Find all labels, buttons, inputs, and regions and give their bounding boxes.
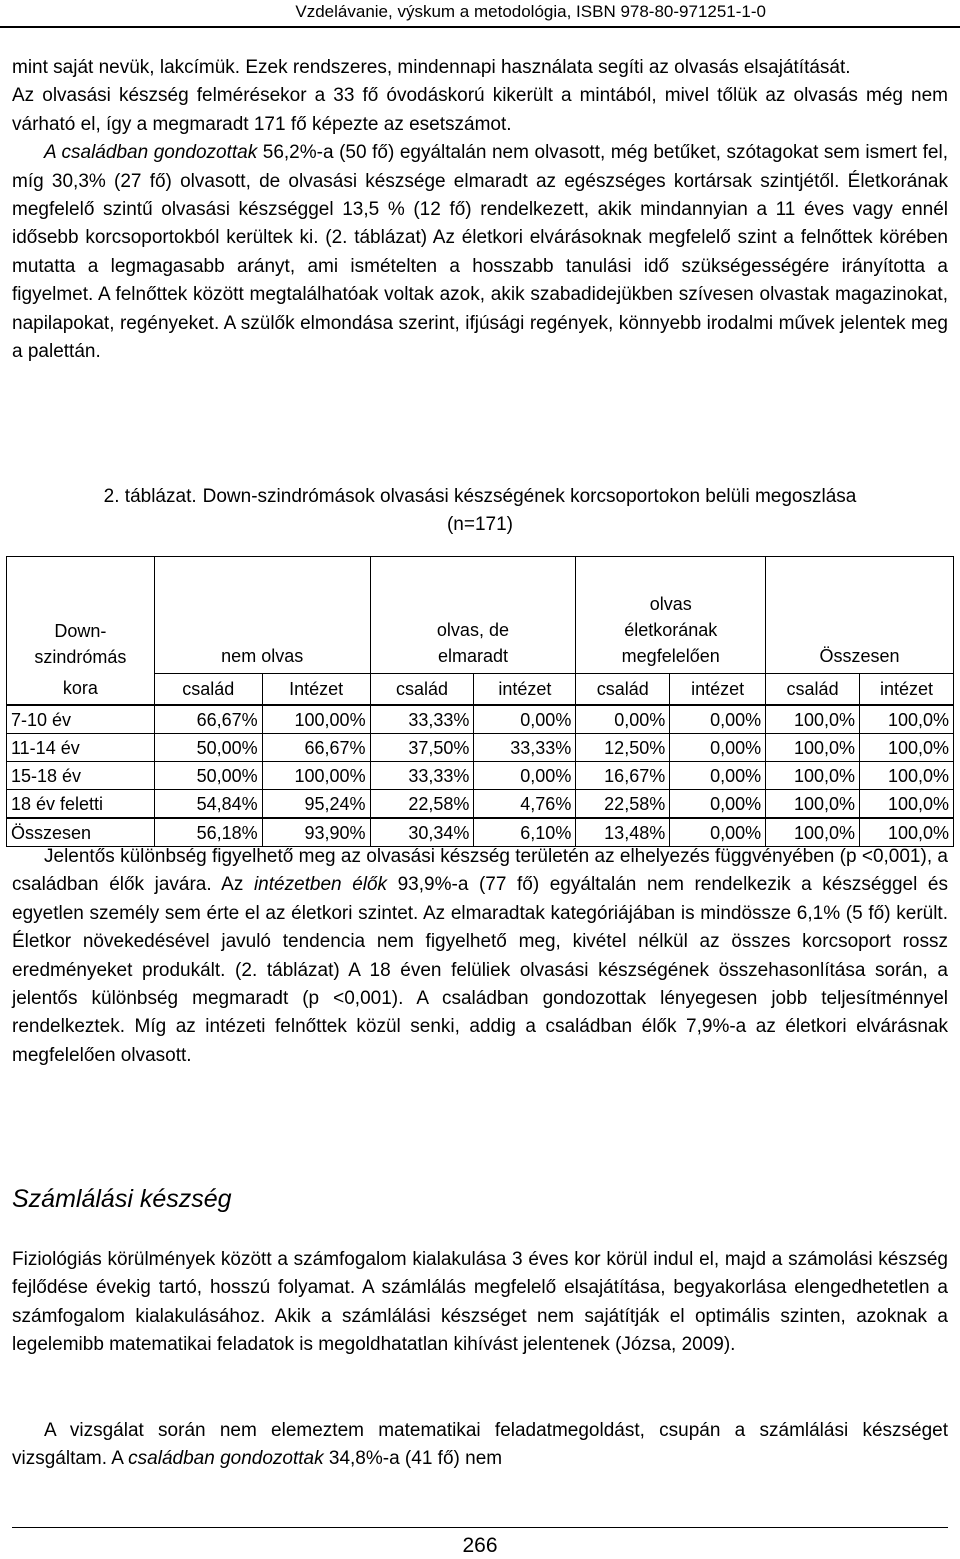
table-cell: 100,0%	[766, 734, 860, 762]
table-cell: 66,67%	[154, 705, 262, 734]
table-cell: 50,00%	[154, 762, 262, 790]
table-row	[7, 762, 954, 790]
table-cell: 56,18%	[154, 818, 262, 847]
group-line: életkorának	[624, 620, 718, 640]
table-cell: 100,00%	[262, 705, 370, 734]
table-caption-label: 2. táblázat.	[103, 486, 197, 507]
data-table	[6, 556, 954, 847]
table-cell: 37,50%	[370, 734, 474, 762]
table-cell: 100,0%	[766, 762, 860, 790]
paragraph-4-start: A vizsgálat során nem elemeztem matematikai feladatmegoldást, csupán a számlálási készséget vizsgáltam. A	[12, 1420, 948, 1470]
paragraph-1-rest: 56,2%-a (50 fő) egyáltalán nem olvasott, még betűket, szótagokat sem ismert fel, míg 30,3% (27 fő) olvasott, de olvasási készsége elmaradt az egészséges kortársak szintjétől. Életkorának megfelelő szintű olvasási készséggel 13,5 % (12 fő) rendelkezett, akik mindannyian a 11 éves vagy ennél idősebb korcsoportokból kerültek ki. (2. táblázat) Az életkori elvárásoknak megfelelő szint a felnőttek körében mutatta a legmagasabb arányt, ami ismételten a hosszabb tanulási idő szükségességére irányította a figyelmet. A felnőttek között megtalálhatóak voltak azok, akik szabadidejükben szívesen olvastak magazinokat, napilapokat, regényeket. A szülők elmondása szerint, ifjúsági regények, könnyebb irodalmi művek jelentek meg a palettán.	[12, 142, 948, 363]
table-cell: 0,00%	[670, 762, 766, 790]
table-cell: 54,84%	[154, 790, 262, 819]
table-cell: 100,00%	[262, 762, 370, 790]
group-line: nem olvas	[221, 646, 304, 666]
table-cell: 6,10%	[474, 818, 576, 847]
subheader-cell: család	[370, 674, 474, 706]
table-cell: 0,00%	[670, 818, 766, 847]
table-header-group	[576, 557, 766, 674]
table-cell: 33,33%	[370, 705, 474, 734]
row-label: 18 év feletti	[7, 790, 155, 819]
subheader-cell: Intézet	[262, 674, 370, 706]
table-row	[7, 790, 954, 819]
table-cell: 66,67%	[262, 734, 370, 762]
table-header-age-line: kora	[7, 674, 155, 706]
page-number: 266	[462, 1534, 498, 1557]
table-cell: 33,33%	[370, 762, 474, 790]
subheader-cell: intézet	[474, 674, 576, 706]
table-header-group	[154, 557, 370, 674]
row-label: 11-14 év	[7, 734, 155, 762]
paragraph-4-rest: 34,8%-a (41 fő) nem	[323, 1448, 503, 1470]
table-header-group	[370, 557, 576, 674]
table-row	[7, 734, 954, 762]
table-cell: 0,00%	[474, 705, 576, 734]
paragraph-2	[12, 843, 948, 1070]
group-line: olvas, de	[436, 620, 509, 640]
paragraph-1	[12, 54, 948, 366]
table-cell: 50,00%	[154, 734, 262, 762]
subheader-cell: család	[766, 674, 860, 706]
table-cell: 4,76%	[474, 790, 576, 819]
group-line: Összesen	[819, 646, 900, 666]
table-header-age-line: Down-	[54, 620, 107, 641]
subheader-cell: intézet	[860, 674, 954, 706]
table-cell: 100,0%	[766, 790, 860, 819]
paragraph-1-line: mint saját nevük, lakcímük. Ezek rendszeres, mindennapi használata segíti az olvasás elsajátítását.	[12, 57, 851, 78]
paragraph-2-rest: 93,9%-a (77 fő) egyáltalán nem rendelkezik a készséggel és egyetlen személy sem érte el az életkori szintet. Az elmaradtak kategóriájában is mindössze 6,1% (5 fő) került. Életkor növekedésével javuló tendencia nem figyelhető meg, kivétel nélkül az összes korcsoport rossz eredményeket produkált. (2. táblázat) A 18 éven felüliek olvasási készségének összehasonlítása során, a jelentős különbség megmaradt (p <0,001). A családban gondozottak lényegesen jobb teljesítménnyel rendelkeztek. Míg az intézeti felnőttek közül senki, addig a családban élők 7,9%-a az életkori elvárásnak megfelelően olvasott.	[12, 874, 948, 1066]
table-cell: 22,58%	[576, 790, 670, 819]
table-cell: 95,24%	[262, 790, 370, 819]
subheader-cell: család	[576, 674, 670, 706]
table-cell: 100,0%	[766, 818, 860, 847]
table-cell: 30,34%	[370, 818, 474, 847]
table-cell: 13,48%	[576, 818, 670, 847]
table-caption-n: (n=171)	[446, 514, 514, 535]
table-cell: 0,00%	[474, 762, 576, 790]
subheader-cell: család	[154, 674, 262, 706]
table-header-age	[7, 557, 155, 674]
table-caption-title: Down-szindrómások olvasási készségének korcsoportokon belüli megoszlása	[202, 486, 857, 507]
group-line: megfelelően	[621, 646, 720, 666]
table-cell: 100,0%	[860, 762, 954, 790]
table-header-group	[766, 557, 954, 674]
table-cell: 0,00%	[576, 705, 670, 734]
section-title: Számlálási készség	[12, 1185, 232, 1213]
table-cell: 33,33%	[474, 734, 576, 762]
paragraph-2-emphasis: intézetben élők	[253, 874, 388, 896]
group-line: elmaradt	[437, 646, 508, 666]
table-cell: 100,0%	[860, 734, 954, 762]
table-cell: 100,0%	[860, 818, 954, 847]
table-cell: 12,50%	[576, 734, 670, 762]
paragraph-2-start: Jelentős különbség figyelhető meg az olvasási készség területén az elhelyezés függvényében (p <0,001), a családban élők javára. Az	[12, 846, 948, 896]
table-cell: 0,00%	[670, 705, 766, 734]
running-head: Vzdelávanie, výskum a metodológia, ISBN 978-80-971251-1-0	[295, 2, 766, 21]
row-label: 7-10 év	[7, 705, 155, 734]
table-header-age-line: szindrómás	[34, 646, 127, 667]
paragraph-4	[12, 1417, 948, 1474]
table-subheader-row	[7, 674, 954, 706]
row-label: Összesen	[7, 818, 155, 847]
paragraph-4-emphasis: családban gondozottak	[128, 1448, 324, 1470]
group-line: olvas	[649, 594, 692, 614]
paragraph-1-sentence: Az olvasási készség felmérésekor a 33 fő óvodáskorú kikerült a mintából, mivel tőlük az olvasás még nem várható el, így a megmaradt 171 fő képezte az esetszámot.	[12, 85, 948, 135]
table-cell: 100,0%	[860, 705, 954, 734]
table-cell: 0,00%	[670, 734, 766, 762]
paragraph-3: Fiziológiás körülmények között a számfogalom kialakulása 3 éves kor körül indul el, majd a számolási készség fejlődése évekig tartó, hosszú folyamat. A számlálás megfelelő elsajátítása, begyakorlása elengedhetetlen a számfogalom kialakulásához. Akik a számlálási készséget nem sajátítják el optimális szinten, azoknak a legelemibb matematikai feladatok is megoldhatatlan kihívást jelentenek (Józsa, 2009).	[12, 1249, 948, 1356]
table-cell: 0,00%	[670, 790, 766, 819]
table-cell: 100,0%	[860, 790, 954, 819]
row-label: 15-18 év	[7, 762, 155, 790]
table-row	[7, 705, 954, 734]
footer-rule	[12, 1527, 948, 1528]
subheader-cell: intézet	[670, 674, 766, 706]
table-header-row	[7, 557, 954, 674]
table-cell: 16,67%	[576, 762, 670, 790]
paragraph-1-emphasis: A családban gondozottak	[44, 142, 258, 164]
table-cell: 100,0%	[766, 705, 860, 734]
table-cell: 22,58%	[370, 790, 474, 819]
table-caption	[12, 483, 948, 539]
table-cell: 93,90%	[262, 818, 370, 847]
